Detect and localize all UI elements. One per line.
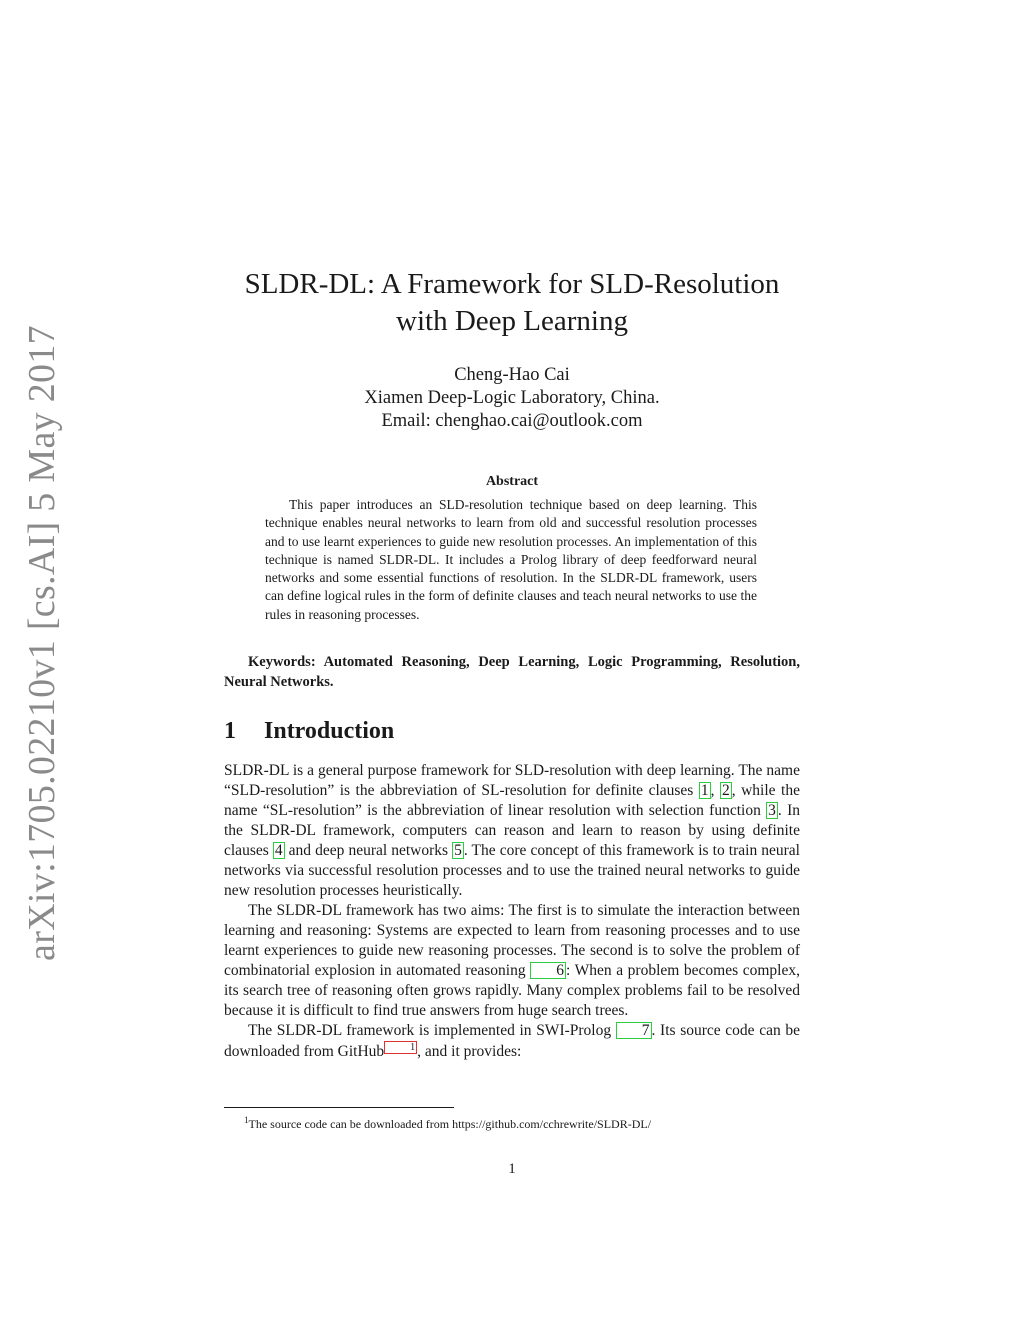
text-run: . The core concept of this framework is to train neural networks via successful resolution processes and to use the trained neural networks to guide new resolution processes heuristically. bbox=[224, 842, 800, 899]
text-run: , while the name “SL-resolution” is the abbreviation of linear resolution with selection function bbox=[224, 782, 800, 819]
footnote bbox=[224, 1112, 800, 1132]
abstract-heading: Abstract bbox=[485, 474, 539, 489]
footnote-mark: 1 bbox=[244, 1115, 249, 1125]
citation-link[interactable]: 2 bbox=[721, 782, 730, 799]
text-run: , bbox=[710, 782, 720, 799]
citation-link[interactable]: 6 bbox=[530, 962, 566, 979]
paper-title bbox=[200, 266, 824, 340]
title-line-2: with Deep Learning bbox=[396, 305, 628, 337]
citation-link[interactable]: 3 bbox=[768, 802, 776, 819]
text-run: : When a problem becomes complex, its search tree of reasoning often grows rapidly. Many complex problems fail to be resolved because it is difficult to find true answers from huge search trees. bbox=[224, 962, 800, 1019]
title-line-1: SLDR-DL: A Framework for SLD-Resolution bbox=[244, 268, 780, 300]
text-run: SLDR-DL is a general purpose framework for SLD-resolution with deep learning. The name “SLD-resolution” is the abbreviation of SL-resolution for definite clauses bbox=[224, 762, 800, 799]
text-run: . In the SLDR-DL framework, computers can reason and learn to reason by using definite clauses bbox=[224, 802, 800, 859]
author-email: Email: chenghao.cai@outlook.com bbox=[381, 411, 643, 431]
citation-link[interactable]: 5 bbox=[454, 842, 462, 859]
text-run: , and it provides: bbox=[417, 1043, 522, 1061]
arxiv-identifier: arXiv:1705.02210v1 [cs.AI] 5 May 2017 bbox=[21, 324, 63, 961]
page-number: 1 bbox=[508, 1161, 516, 1177]
author-block bbox=[250, 364, 774, 433]
section-heading bbox=[224, 718, 394, 745]
citation-link[interactable]: 4 bbox=[274, 842, 283, 859]
abstract-text: This paper introduces an SLD-resolution technique based on deep learning. This technique enables neural networks to learn from old and successful resolution processes and to use learnt experiences to guide new resolution processes. An implementation of this technique is named SLDR-DL. It includes a Prolog library of deep feedforward neural networks and some essential functions of resolution. In the SLDR-DL framework, users can define logical rules in the form of definite clauses and teach neural networks to use the rules in reasoning processes. bbox=[265, 497, 757, 622]
arxiv-sidebar-stamp bbox=[18, 324, 66, 961]
text-run: and deep neural networks bbox=[284, 842, 453, 859]
text-run: The SLDR-DL framework is implemented in SWI-Prolog bbox=[248, 1022, 616, 1039]
citation-link[interactable]: 7 bbox=[616, 1022, 652, 1039]
paragraph-2 bbox=[224, 901, 800, 1021]
footnote-divider bbox=[224, 1107, 454, 1108]
keywords bbox=[224, 652, 800, 692]
paragraph-1 bbox=[224, 761, 800, 901]
author-name: Cheng-Hao Cai bbox=[454, 365, 570, 385]
section-title: Introduction bbox=[264, 718, 395, 744]
footnote-link[interactable]: 1 bbox=[384, 1041, 417, 1054]
text-run: . Its source code can be downloaded from GitHub bbox=[224, 1022, 801, 1061]
footnote-text: The source code can be downloaded from https://github.com/cchrewrite/SLDR-DL/ bbox=[248, 1117, 652, 1131]
keywords-list: Automated Reasoning, Deep Learning, Logic Programming, Resolution, Neural Networks. bbox=[224, 654, 800, 690]
introduction-body bbox=[224, 761, 800, 1062]
section-number: 1 bbox=[224, 718, 236, 744]
text-run: The SLDR-DL framework has two aims: The first is to simulate the interaction between learning and reasoning: Systems are expected to learn from reasoning processes and to use learnt experiences to guide new reasoning processes. The second is to solve the problem of combinatorial explosion in automated reasoning bbox=[224, 902, 800, 979]
paragraph-3 bbox=[224, 1021, 800, 1062]
keywords-label: Keywords: bbox=[248, 654, 316, 670]
author-affiliation: Xiamen Deep-Logic Laboratory, China. bbox=[364, 388, 660, 408]
citation-link[interactable]: 1 bbox=[700, 782, 709, 799]
